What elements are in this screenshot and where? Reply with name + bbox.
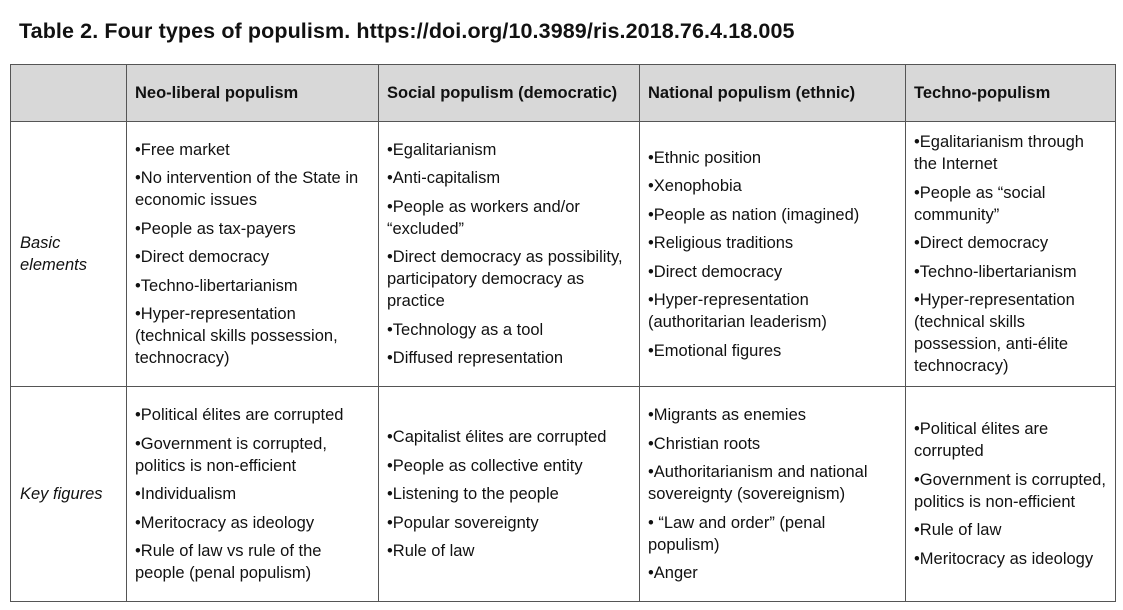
list-item: •Hyper-representation (authoritarian leaderism) [648,291,827,331]
list-item: •Techno-libertarianism [135,276,298,295]
list-item: •Capitalist élites are corrupted [387,428,607,446]
list-item: •Emotional figures [648,341,782,360]
list-item: •Popular sovereignty [387,513,539,532]
list-item: •People as tax-payers [135,219,296,238]
list-item: •Migrants as enemies [648,406,807,424]
list-item: •People as collective entity [387,456,583,475]
list-item: •Rule of law [387,542,475,560]
list-item: •Free market [135,140,230,159]
row-label-basic-elements: Basic elements [11,122,127,387]
list-item: •Direct democracy as possibility, participatory democracy as practice [387,248,623,311]
list-item: •Meritocracy as ideology [135,513,315,532]
list-item: •Xenophobia [648,177,742,195]
list-item: •Political élites are corrupted [135,406,344,424]
table-cell [640,122,906,387]
list-item: •People as workers and/or “excluded” [387,197,580,238]
table-cell [379,122,640,387]
populism-table [10,64,1116,602]
header-techno-populism: Techno-populism [906,65,1116,122]
list-item: •Direct democracy [914,234,1049,252]
list-item: •Authoritarianism and national sovereignty (sovereignism) [648,463,868,503]
table-cell [127,387,379,602]
table-row [11,387,1116,602]
list-item: •Hyper-representation (technical skills possession, technocracy) [135,305,338,368]
list-item: •Anti-capitalism [387,169,501,188]
list-item: •Rule of law [914,521,1002,540]
list-item: •People as nation (imagined) [648,205,860,224]
list-item: •Egalitarianism [387,140,497,159]
list-item: •Rule of law vs rule of the people (penal populism) [135,542,322,582]
table-title: Table 2. Four types of populism. https://doi.org/10.3989/ris.2018.76.4.18.005 [19,19,795,43]
list-item: •Technology as a tool [387,320,544,339]
header-neo-liberal-populism: Neo-liberal populism [127,65,379,122]
row-label-key-figures: Key figures [11,387,127,602]
list-item: •No intervention of the State in economic issues [135,169,359,210]
list-item: • “Law and order” (penal populism) [648,513,826,554]
list-item: •Meritocracy as ideology [914,549,1094,568]
table-cell [906,122,1116,387]
list-item: •Government is corrupted, politics is non-efficient [914,470,1106,511]
list-item: •Government is corrupted, politics is non-efficient [135,434,327,475]
header-cell-empty [11,65,127,122]
table-row [11,122,1116,387]
table-cell [906,387,1116,602]
list-item: •Ethnic position [648,148,762,167]
header-national-populism: National populism (ethnic) [640,65,906,122]
table-cell [379,387,640,602]
table-cell [640,387,906,602]
table-cell [127,122,379,387]
list-item: •Hyper-representation (technical skills possession, anti-élite technocracy) [914,291,1075,375]
list-item: •Direct democracy [648,262,783,281]
list-item: •Political élites are corrupted [914,420,1049,461]
list-item: •Direct democracy [135,248,270,267]
list-item: •Diffused representation [387,349,564,368]
list-item: •Christian roots [648,434,761,453]
list-item: •Individualism [135,485,237,503]
list-item: •Religious traditions [648,234,794,252]
list-item: •People as “social community” [914,183,1046,224]
list-item: •Egalitarianism through the Internet [914,133,1084,173]
list-item: •Anger [648,564,698,582]
list-item: •Listening to the people [387,485,559,503]
header-social-populism: Social populism (democratic) [379,65,640,122]
header-row [11,65,1116,122]
list-item: •Techno-libertarianism [914,262,1077,281]
